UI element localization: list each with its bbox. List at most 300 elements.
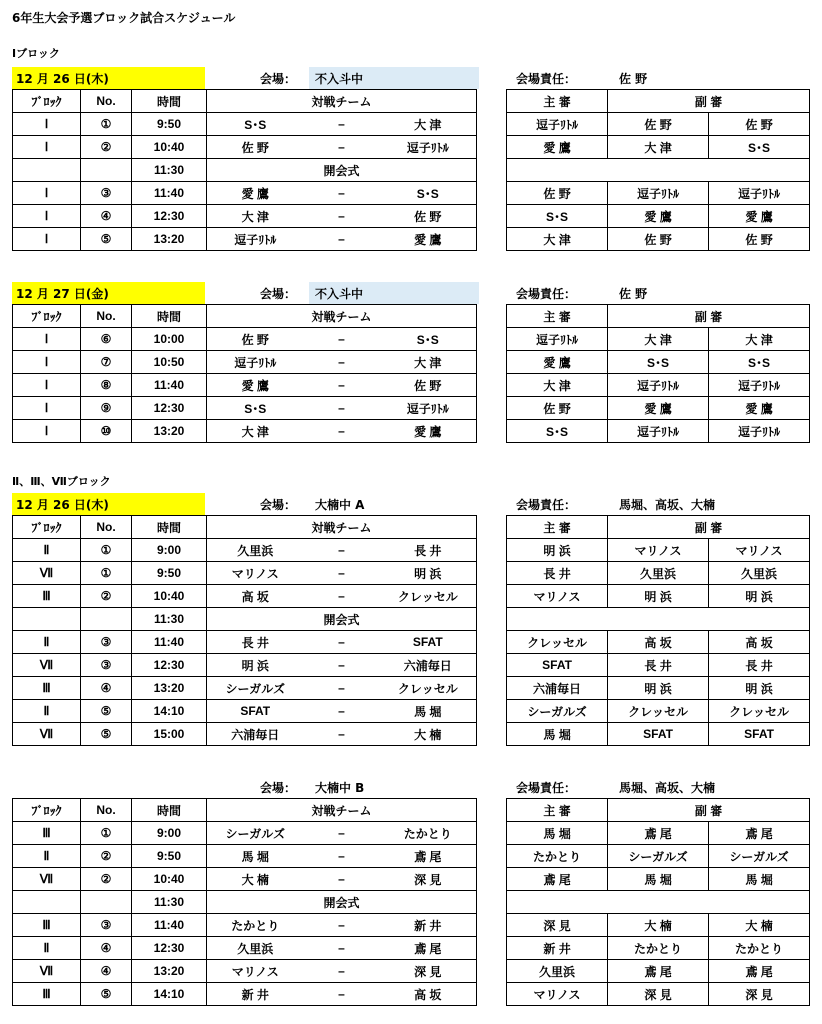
block-cell: Ⅶ bbox=[13, 868, 81, 891]
versus-dash: – bbox=[304, 868, 380, 891]
venue-label: 会場： bbox=[260, 287, 297, 301]
column-gap bbox=[477, 539, 507, 562]
match-no-cell: ③ bbox=[81, 654, 132, 677]
table-row bbox=[13, 914, 810, 937]
away-team-cell: クレッセル bbox=[380, 585, 477, 608]
time-cell: 13:20 bbox=[132, 420, 207, 443]
away-team-cell: 愛 鷹 bbox=[380, 420, 477, 443]
time-cell: 9:00 bbox=[132, 539, 207, 562]
referee-cell: S･S bbox=[507, 205, 608, 228]
assistant-referee-cell: 佐 野 bbox=[608, 228, 709, 251]
table-row bbox=[13, 700, 810, 723]
versus-dash: – bbox=[304, 562, 380, 585]
assistant-referee-cell: 逗子ﾘﾄﾙ bbox=[608, 420, 709, 443]
ceremony-cell: 開会式 bbox=[207, 159, 477, 182]
referee-cell: S･S bbox=[507, 420, 608, 443]
column-gap bbox=[477, 608, 507, 631]
block-cell: Ⅶ bbox=[13, 723, 81, 746]
table-row bbox=[13, 937, 810, 960]
column-gap bbox=[477, 700, 507, 723]
assistant-referee-cell: 鳶 尾 bbox=[709, 822, 810, 845]
away-team-cell: S･S bbox=[380, 182, 477, 205]
match-no-cell: ① bbox=[81, 113, 132, 136]
assistant-referee-cell: シーガルズ bbox=[608, 845, 709, 868]
versus-dash: – bbox=[304, 914, 380, 937]
match-no-cell: ② bbox=[81, 868, 132, 891]
assistant-referee-cell: クレッセル bbox=[608, 700, 709, 723]
assistant-referee-cell: 大 津 bbox=[608, 328, 709, 351]
header-block: ﾌﾞﾛｯｸ bbox=[13, 516, 81, 539]
block-cell: Ⅰ bbox=[13, 328, 81, 351]
manager-label: 会場責任： bbox=[516, 498, 577, 512]
manager-value: 馬堀、高坂、大楠 bbox=[619, 498, 716, 512]
block-cell: Ⅱ bbox=[13, 631, 81, 654]
assistant-referee-cell: 逗子ﾘﾄﾙ bbox=[608, 182, 709, 205]
match-no-cell: ③ bbox=[81, 914, 132, 937]
match-no-cell: ⑦ bbox=[81, 351, 132, 374]
column-gap bbox=[477, 799, 507, 822]
versus-dash: – bbox=[304, 539, 380, 562]
header-row bbox=[13, 799, 810, 822]
home-team-cell: マリノス bbox=[207, 960, 304, 983]
time-cell: 10:40 bbox=[132, 136, 207, 159]
time-cell: 10:00 bbox=[132, 328, 207, 351]
match-no-cell bbox=[81, 159, 132, 182]
assistant-referee-cell: 佐 野 bbox=[709, 113, 810, 136]
block-cell bbox=[13, 159, 81, 182]
block-label: Ⅰブロック bbox=[12, 47, 60, 60]
header-teams: 対戦チーム bbox=[207, 799, 477, 822]
away-team-cell: 鳶 尾 bbox=[380, 845, 477, 868]
header-no: No. bbox=[81, 516, 132, 539]
block-cell: Ⅶ bbox=[13, 654, 81, 677]
home-team-cell: 佐 野 bbox=[207, 136, 304, 159]
manager-value: 馬堀、高坂、大楠 bbox=[619, 781, 716, 795]
versus-dash: – bbox=[304, 136, 380, 159]
table-row bbox=[13, 205, 810, 228]
versus-dash: – bbox=[304, 845, 380, 868]
away-team-cell: 深 見 bbox=[380, 868, 477, 891]
schedule-section bbox=[12, 776, 812, 1006]
referee-cell: 佐 野 bbox=[507, 397, 608, 420]
block-cell: Ⅶ bbox=[13, 960, 81, 983]
venue-name: 大楠中 A bbox=[315, 498, 365, 512]
block-cell: Ⅲ bbox=[13, 677, 81, 700]
time-cell: 13:20 bbox=[132, 960, 207, 983]
column-gap bbox=[477, 351, 507, 374]
time-cell: 12:30 bbox=[132, 205, 207, 228]
away-team-cell: クレッセル bbox=[380, 677, 477, 700]
column-gap bbox=[477, 397, 507, 420]
away-team-cell: 大 津 bbox=[380, 351, 477, 374]
referee-cell: 逗子ﾘﾄﾙ bbox=[507, 113, 608, 136]
table-row bbox=[13, 585, 810, 608]
home-team-cell: マリノス bbox=[207, 562, 304, 585]
date-badge bbox=[12, 282, 205, 304]
table-row bbox=[13, 136, 810, 159]
assistant-referee-cell: 愛 鷹 bbox=[608, 397, 709, 420]
venue-name: 不入斗中 bbox=[315, 287, 364, 301]
versus-dash: – bbox=[304, 960, 380, 983]
manager-value: 佐 野 bbox=[619, 287, 648, 301]
home-team-cell: S･S bbox=[207, 397, 304, 420]
column-gap bbox=[477, 723, 507, 746]
assistant-referee-cell: 明 浜 bbox=[608, 677, 709, 700]
column-gap bbox=[477, 677, 507, 700]
column-gap bbox=[477, 516, 507, 539]
schedule-section bbox=[12, 282, 812, 443]
assistant-referee-cell: マリノス bbox=[608, 539, 709, 562]
referee-cell: 六浦毎日 bbox=[507, 677, 608, 700]
away-team-cell: S･S bbox=[380, 328, 477, 351]
header-teams: 対戦チーム bbox=[207, 90, 477, 113]
referee-cell: 馬 堀 bbox=[507, 822, 608, 845]
block-cell: Ⅲ bbox=[13, 983, 81, 1006]
column-gap bbox=[477, 845, 507, 868]
away-team-cell: 大 楠 bbox=[380, 723, 477, 746]
column-gap bbox=[477, 654, 507, 677]
venue-value bbox=[309, 67, 479, 89]
assistant-referee-cell: 長 井 bbox=[709, 654, 810, 677]
home-team-cell: たかとり bbox=[207, 914, 304, 937]
assistant-referee-cell: 明 浜 bbox=[709, 677, 810, 700]
empty-officials-cell bbox=[507, 891, 810, 914]
assistant-referee-cell: クレッセル bbox=[709, 700, 810, 723]
table-row bbox=[13, 228, 810, 251]
section-info bbox=[12, 67, 812, 89]
schedule-section bbox=[12, 67, 812, 251]
assistant-referee-cell: 佐 野 bbox=[709, 228, 810, 251]
referee-cell: 久里浜 bbox=[507, 960, 608, 983]
block-cell: Ⅲ bbox=[13, 585, 81, 608]
block-cell: Ⅲ bbox=[13, 914, 81, 937]
home-team-cell: 高 坂 bbox=[207, 585, 304, 608]
block-cell: Ⅰ bbox=[13, 113, 81, 136]
time-cell: 12:30 bbox=[132, 654, 207, 677]
table-row bbox=[13, 374, 810, 397]
table-row bbox=[13, 113, 810, 136]
away-team-cell: 大 津 bbox=[380, 113, 477, 136]
section-info bbox=[12, 282, 812, 304]
match-no-cell: ③ bbox=[81, 631, 132, 654]
column-gap bbox=[477, 228, 507, 251]
versus-dash: – bbox=[304, 182, 380, 205]
empty-officials-cell bbox=[507, 159, 810, 182]
schedule-table bbox=[12, 798, 810, 1006]
time-cell: 12:30 bbox=[132, 937, 207, 960]
table-row bbox=[13, 845, 810, 868]
date-label: 12 月 26 日(木) bbox=[16, 72, 109, 86]
block-cell bbox=[13, 891, 81, 914]
table-row bbox=[13, 328, 810, 351]
home-team-cell: 愛 鷹 bbox=[207, 182, 304, 205]
venue-name: 不入斗中 bbox=[315, 72, 364, 86]
home-team-cell: 佐 野 bbox=[207, 328, 304, 351]
match-no-cell bbox=[81, 608, 132, 631]
header-teams: 対戦チーム bbox=[207, 305, 477, 328]
venue-label: 会場： bbox=[260, 498, 297, 512]
versus-dash: – bbox=[304, 654, 380, 677]
table-row bbox=[13, 159, 810, 182]
match-no-cell: ③ bbox=[81, 182, 132, 205]
assistant-referee-cell: 鳶 尾 bbox=[608, 960, 709, 983]
venue-label: 会場： bbox=[260, 781, 297, 795]
home-team-cell: 久里浜 bbox=[207, 539, 304, 562]
manager-label: 会場責任： bbox=[516, 781, 577, 795]
referee-cell: 深 見 bbox=[507, 914, 608, 937]
column-gap bbox=[477, 205, 507, 228]
referee-cell: シーガルズ bbox=[507, 700, 608, 723]
home-team-cell: 大 楠 bbox=[207, 868, 304, 891]
section-info bbox=[12, 776, 812, 798]
assistant-referee-cell: 深 見 bbox=[709, 983, 810, 1006]
referee-cell: 新 井 bbox=[507, 937, 608, 960]
header-assistants: 副 審 bbox=[608, 799, 810, 822]
column-gap bbox=[477, 914, 507, 937]
date-badge bbox=[12, 67, 205, 89]
versus-dash: – bbox=[304, 205, 380, 228]
header-referee: 主 審 bbox=[507, 90, 608, 113]
venue-value bbox=[309, 776, 479, 798]
header-block: ﾌﾞﾛｯｸ bbox=[13, 799, 81, 822]
away-team-cell: 高 坂 bbox=[380, 983, 477, 1006]
schedule-table bbox=[12, 89, 810, 251]
match-no-cell: ④ bbox=[81, 960, 132, 983]
block-cell: Ⅱ bbox=[13, 845, 81, 868]
assistant-referee-cell: 愛 鷹 bbox=[608, 205, 709, 228]
match-no-cell bbox=[81, 891, 132, 914]
match-no-cell: ⑤ bbox=[81, 723, 132, 746]
assistant-referee-cell: 久里浜 bbox=[709, 562, 810, 585]
referee-cell: 鳶 尾 bbox=[507, 868, 608, 891]
column-gap bbox=[477, 891, 507, 914]
block-cell: Ⅰ bbox=[13, 136, 81, 159]
referee-cell: たかとり bbox=[507, 845, 608, 868]
versus-dash: – bbox=[304, 374, 380, 397]
block-cell: Ⅱ bbox=[13, 700, 81, 723]
block-cell: Ⅰ bbox=[13, 397, 81, 420]
referee-cell: 佐 野 bbox=[507, 182, 608, 205]
versus-dash: – bbox=[304, 228, 380, 251]
home-team-cell: 大 津 bbox=[207, 420, 304, 443]
column-gap bbox=[477, 113, 507, 136]
assistant-referee-cell: たかとり bbox=[608, 937, 709, 960]
home-team-cell: 愛 鷹 bbox=[207, 374, 304, 397]
home-team-cell: 逗子ﾘﾄﾙ bbox=[207, 351, 304, 374]
column-gap bbox=[477, 868, 507, 891]
assistant-referee-cell: シーガルズ bbox=[709, 845, 810, 868]
versus-dash: – bbox=[304, 723, 380, 746]
match-no-cell: ② bbox=[81, 845, 132, 868]
header-block: ﾌﾞﾛｯｸ bbox=[13, 90, 81, 113]
header-referee: 主 審 bbox=[507, 799, 608, 822]
header-assistants: 副 審 bbox=[608, 90, 810, 113]
column-gap bbox=[477, 305, 507, 328]
column-gap bbox=[477, 374, 507, 397]
match-no-cell: ④ bbox=[81, 205, 132, 228]
table-row bbox=[13, 960, 810, 983]
referee-cell: 逗子ﾘﾄﾙ bbox=[507, 328, 608, 351]
referee-cell: 大 津 bbox=[507, 374, 608, 397]
table-row bbox=[13, 397, 810, 420]
table-row bbox=[13, 983, 810, 1006]
header-time: 時間 bbox=[132, 305, 207, 328]
match-no-cell: ① bbox=[81, 562, 132, 585]
referee-cell: SFAT bbox=[507, 654, 608, 677]
away-team-cell: 鳶 尾 bbox=[380, 937, 477, 960]
column-gap bbox=[477, 182, 507, 205]
away-team-cell: 佐 野 bbox=[380, 205, 477, 228]
column-gap bbox=[477, 585, 507, 608]
assistant-referee-cell: S･S bbox=[709, 136, 810, 159]
header-no: No. bbox=[81, 799, 132, 822]
match-no-cell: ⑥ bbox=[81, 328, 132, 351]
assistant-referee-cell: SFAT bbox=[709, 723, 810, 746]
table-row bbox=[13, 654, 810, 677]
column-gap bbox=[477, 960, 507, 983]
referee-cell: 長 井 bbox=[507, 562, 608, 585]
time-cell: 11:40 bbox=[132, 914, 207, 937]
assistant-referee-cell: たかとり bbox=[709, 937, 810, 960]
match-no-cell: ② bbox=[81, 585, 132, 608]
away-team-cell: 新 井 bbox=[380, 914, 477, 937]
referee-cell: 明 浜 bbox=[507, 539, 608, 562]
referee-cell: 馬 堀 bbox=[507, 723, 608, 746]
away-team-cell: 六浦毎日 bbox=[380, 654, 477, 677]
header-row bbox=[13, 90, 810, 113]
away-team-cell: SFAT bbox=[380, 631, 477, 654]
versus-dash: – bbox=[304, 585, 380, 608]
home-team-cell: 明 浜 bbox=[207, 654, 304, 677]
time-cell: 11:30 bbox=[132, 608, 207, 631]
column-gap bbox=[477, 136, 507, 159]
time-cell: 12:30 bbox=[132, 397, 207, 420]
time-cell: 15:00 bbox=[132, 723, 207, 746]
home-team-cell: シーガルズ bbox=[207, 677, 304, 700]
home-team-cell: 六浦毎日 bbox=[207, 723, 304, 746]
match-no-cell: ① bbox=[81, 822, 132, 845]
assistant-referee-cell: 大 津 bbox=[608, 136, 709, 159]
column-gap bbox=[477, 562, 507, 585]
time-cell: 11:40 bbox=[132, 182, 207, 205]
venue-name: 大楠中 B bbox=[315, 781, 365, 795]
versus-dash: – bbox=[304, 351, 380, 374]
block-cell: Ⅱ bbox=[13, 539, 81, 562]
column-gap bbox=[477, 822, 507, 845]
page-title: 6年生大会予選ブロック試合スケジュール bbox=[12, 11, 236, 25]
schedule-table bbox=[12, 304, 810, 443]
empty-officials-cell bbox=[507, 608, 810, 631]
home-team-cell: S･S bbox=[207, 113, 304, 136]
time-cell: 13:20 bbox=[132, 677, 207, 700]
section-info bbox=[12, 493, 812, 515]
versus-dash: – bbox=[304, 937, 380, 960]
ceremony-cell: 開会式 bbox=[207, 891, 477, 914]
block-cell bbox=[13, 608, 81, 631]
versus-dash: – bbox=[304, 822, 380, 845]
table-row bbox=[13, 420, 810, 443]
header-assistants: 副 審 bbox=[608, 516, 810, 539]
manager-label: 会場責任： bbox=[516, 72, 577, 86]
match-no-cell: ⑤ bbox=[81, 228, 132, 251]
block-cell: Ⅱ bbox=[13, 937, 81, 960]
assistant-referee-cell: 逗子ﾘﾄﾙ bbox=[709, 182, 810, 205]
time-cell: 14:10 bbox=[132, 700, 207, 723]
assistant-referee-cell: 高 坂 bbox=[608, 631, 709, 654]
header-block: ﾌﾞﾛｯｸ bbox=[13, 305, 81, 328]
assistant-referee-cell: マリノス bbox=[709, 539, 810, 562]
home-team-cell: SFAT bbox=[207, 700, 304, 723]
time-cell: 9:50 bbox=[132, 845, 207, 868]
table-row bbox=[13, 539, 810, 562]
versus-dash: – bbox=[304, 328, 380, 351]
assistant-referee-cell: 明 浜 bbox=[608, 585, 709, 608]
match-no-cell: ④ bbox=[81, 937, 132, 960]
assistant-referee-cell: 久里浜 bbox=[608, 562, 709, 585]
header-referee: 主 審 bbox=[507, 516, 608, 539]
table-row bbox=[13, 631, 810, 654]
block-cell: Ⅰ bbox=[13, 374, 81, 397]
column-gap bbox=[477, 90, 507, 113]
header-no: No. bbox=[81, 305, 132, 328]
venue-value bbox=[309, 282, 479, 304]
match-no-cell: ⑤ bbox=[81, 983, 132, 1006]
time-cell: 10:50 bbox=[132, 351, 207, 374]
match-no-cell: ⑧ bbox=[81, 374, 132, 397]
assistant-referee-cell: 愛 鷹 bbox=[709, 397, 810, 420]
table-row bbox=[13, 891, 810, 914]
assistant-referee-cell: 逗子ﾘﾄﾙ bbox=[709, 374, 810, 397]
versus-dash: – bbox=[304, 983, 380, 1006]
time-cell: 13:20 bbox=[132, 228, 207, 251]
assistant-referee-cell: 逗子ﾘﾄﾙ bbox=[608, 374, 709, 397]
referee-cell: 愛 鷹 bbox=[507, 351, 608, 374]
assistant-referee-cell: 逗子ﾘﾄﾙ bbox=[709, 420, 810, 443]
column-gap bbox=[477, 159, 507, 182]
assistant-referee-cell: 深 見 bbox=[608, 983, 709, 1006]
date-label: 12 月 27 日(金) bbox=[16, 287, 109, 301]
away-team-cell: 逗子ﾘﾄﾙ bbox=[380, 397, 477, 420]
block-cell: Ⅰ bbox=[13, 420, 81, 443]
assistant-referee-cell: S･S bbox=[709, 351, 810, 374]
column-gap bbox=[477, 631, 507, 654]
assistant-referee-cell: 大 楠 bbox=[608, 914, 709, 937]
home-team-cell: 久里浜 bbox=[207, 937, 304, 960]
home-team-cell: 大 津 bbox=[207, 205, 304, 228]
match-no-cell: ⑩ bbox=[81, 420, 132, 443]
header-teams: 対戦チーム bbox=[207, 516, 477, 539]
referee-cell: マリノス bbox=[507, 585, 608, 608]
schedule-table bbox=[12, 515, 810, 746]
assistant-referee-cell: 長 井 bbox=[608, 654, 709, 677]
column-gap bbox=[477, 420, 507, 443]
match-no-cell: ④ bbox=[81, 677, 132, 700]
venue-label: 会場： bbox=[260, 72, 297, 86]
block-cell: Ⅲ bbox=[13, 822, 81, 845]
header-referee: 主 審 bbox=[507, 305, 608, 328]
assistant-referee-cell: 馬 堀 bbox=[709, 868, 810, 891]
time-cell: 10:40 bbox=[132, 868, 207, 891]
away-team-cell: 馬 堀 bbox=[380, 700, 477, 723]
home-team-cell: 逗子ﾘﾄﾙ bbox=[207, 228, 304, 251]
block-cell: Ⅰ bbox=[13, 351, 81, 374]
header-assistants: 副 審 bbox=[608, 305, 810, 328]
assistant-referee-cell: 高 坂 bbox=[709, 631, 810, 654]
versus-dash: – bbox=[304, 631, 380, 654]
time-cell: 10:40 bbox=[132, 585, 207, 608]
away-team-cell: 明 浜 bbox=[380, 562, 477, 585]
manager-value: 佐 野 bbox=[619, 72, 648, 86]
